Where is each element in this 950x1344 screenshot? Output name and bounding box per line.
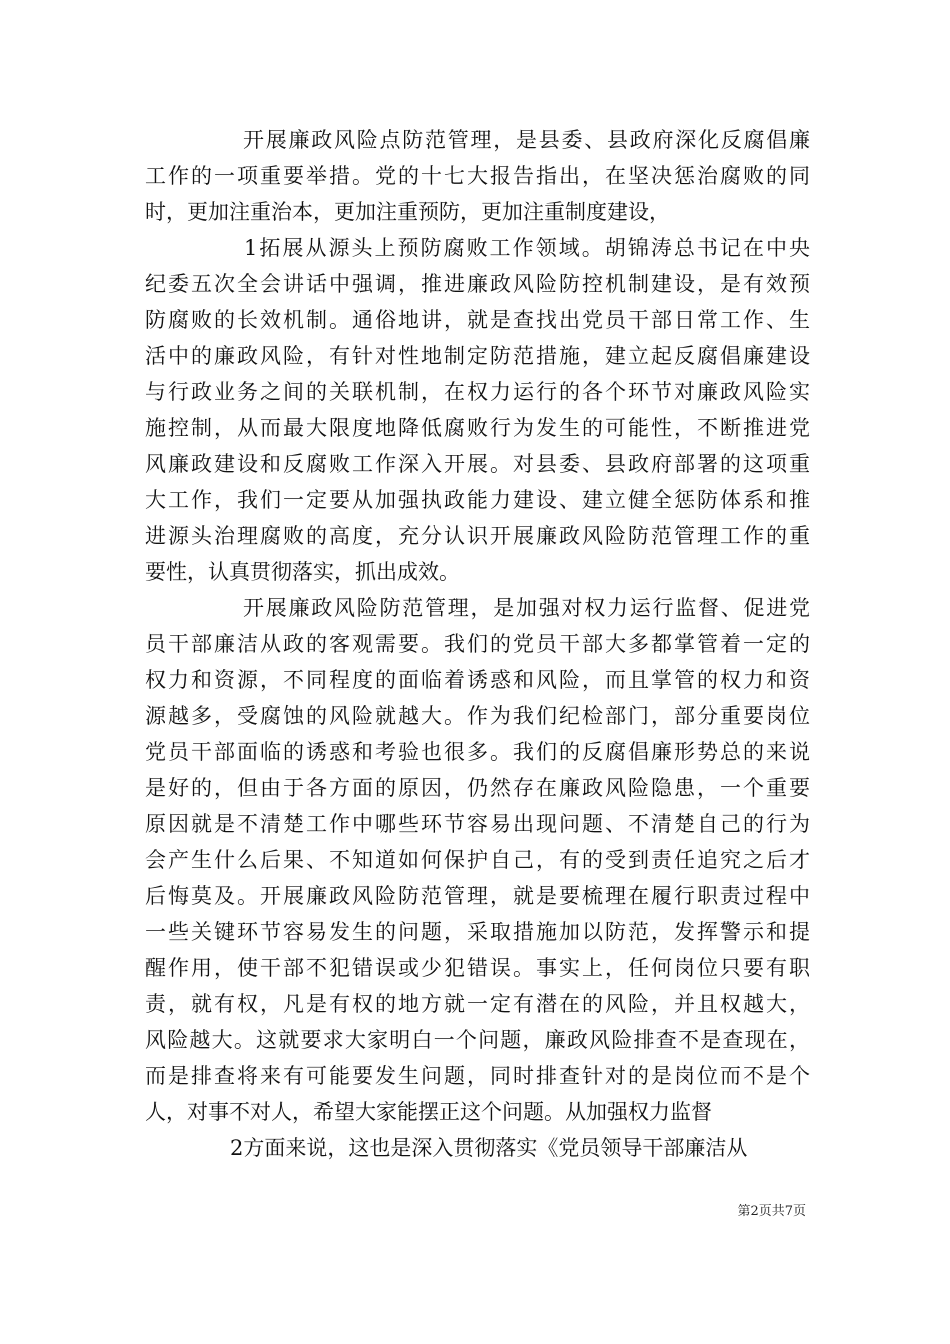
paragraph-line: 一些关键环节容易发生的问题，采取措施加以防范，发挥警示和提 — [145, 920, 810, 944]
paragraph-line: 纪委五次全会讲话中强调，推进廉政风险防控机制建设，是有效预 — [145, 272, 810, 296]
paragraph — [145, 122, 810, 230]
paragraph-line: 开展廉政风险防范管理，是加强对权力运行监督、促进党 — [243, 596, 810, 620]
paragraph-line: 防腐败的长效机制。通俗地讲，就是查找出党员干部日常工作、生 — [145, 308, 810, 332]
paragraph-line: 风廉政建设和反腐败工作深入开展。对县委、县政府部署的这项重 — [145, 452, 810, 476]
paragraph-line: 活中的廉政风险，有针对性地制定防范措施，建立起反腐倡廉建设 — [145, 344, 810, 368]
paragraph-line: 源越多，受腐蚀的风险就越大。作为我们纪检部门，部分重要岗位 — [145, 704, 810, 728]
paragraph-line: 而是排查将来有可能要发生问题，同时排查针对的是岗位而不是个 — [145, 1064, 810, 1088]
paragraph-line: 原因就是不清楚工作中哪些环节容易出现问题、不清楚自己的行为 — [145, 812, 810, 836]
paragraph-line: 责，就有权，凡是有权的地方就一定有潜在的风险，并且权越大， — [145, 992, 810, 1016]
paragraph-line: 员干部廉洁从政的客观需要。我们的党员干部大多都掌管着一定的 — [145, 632, 810, 656]
paragraph-line: 大工作，我们一定要从加强执政能力建设、建立健全惩防体系和推 — [145, 488, 810, 512]
paragraph-line: 是好的，但由于各方面的原因，仍然存在廉政风险隐患，一个重要 — [145, 776, 810, 800]
paragraph-line: 人，对事不对人，希望大家能摆正这个问题。从加强权力监督 — [145, 1100, 712, 1124]
paragraph-line: 时，更加注重治本，更加注重预防，更加注重制度建设， — [145, 200, 670, 224]
paragraph-line: 后悔莫及。开展廉政风险防范管理，就是要梳理在履行职责过程中 — [145, 884, 810, 908]
paragraph-line: 权力和资源，不同程度的面临着诱惑和风险，而且掌管的权力和资 — [145, 668, 810, 692]
page-number-footer: 第2页共7页 — [737, 1204, 806, 1219]
paragraph-line: 要性，认真贯彻落实，抓出成效。 — [145, 560, 460, 584]
paragraph-line: 施控制，从而最大限度地降低腐败行为发生的可能性，不断推进党 — [145, 416, 810, 440]
paragraph-line: 2方面来说，这也是深入贯彻落实《党员领导干部廉洁从 — [230, 1136, 748, 1160]
paragraph — [145, 590, 810, 1130]
paragraph-line: 开展廉政风险点防范管理，是县委、县政府深化反腐倡廉 — [243, 128, 810, 152]
paragraph — [145, 1130, 810, 1166]
paragraph-line: 1拓展从源头上预防腐败工作领域。胡锦涛总书记在中央 — [244, 236, 810, 260]
paragraph-line: 与行政业务之间的关联机制，在权力运行的各个环节对廉政风险实 — [145, 380, 810, 404]
paragraph-line: 党员干部面临的诱惑和考验也很多。我们的反腐倡廉形势总的来说 — [145, 740, 810, 764]
document-body — [145, 122, 810, 1166]
paragraph-line: 进源头治理腐败的高度，充分认识开展廉政风险防范管理工作的重 — [145, 524, 810, 548]
paragraph-line: 工作的一项重要举措。党的十七大报告指出，在坚决惩治腐败的同 — [145, 164, 810, 188]
paragraph-line: 风险越大。这就要求大家明白一个问题，廉政风险排查不是查现在， — [145, 1028, 810, 1052]
paragraph-line: 会产生什么后果、不知道如何保护自己，有的受到责任追究之后才 — [145, 848, 810, 872]
paragraph — [145, 230, 810, 590]
paragraph-line: 醒作用，使干部不犯错误或少犯错误。事实上，任何岗位只要有职 — [145, 956, 810, 980]
